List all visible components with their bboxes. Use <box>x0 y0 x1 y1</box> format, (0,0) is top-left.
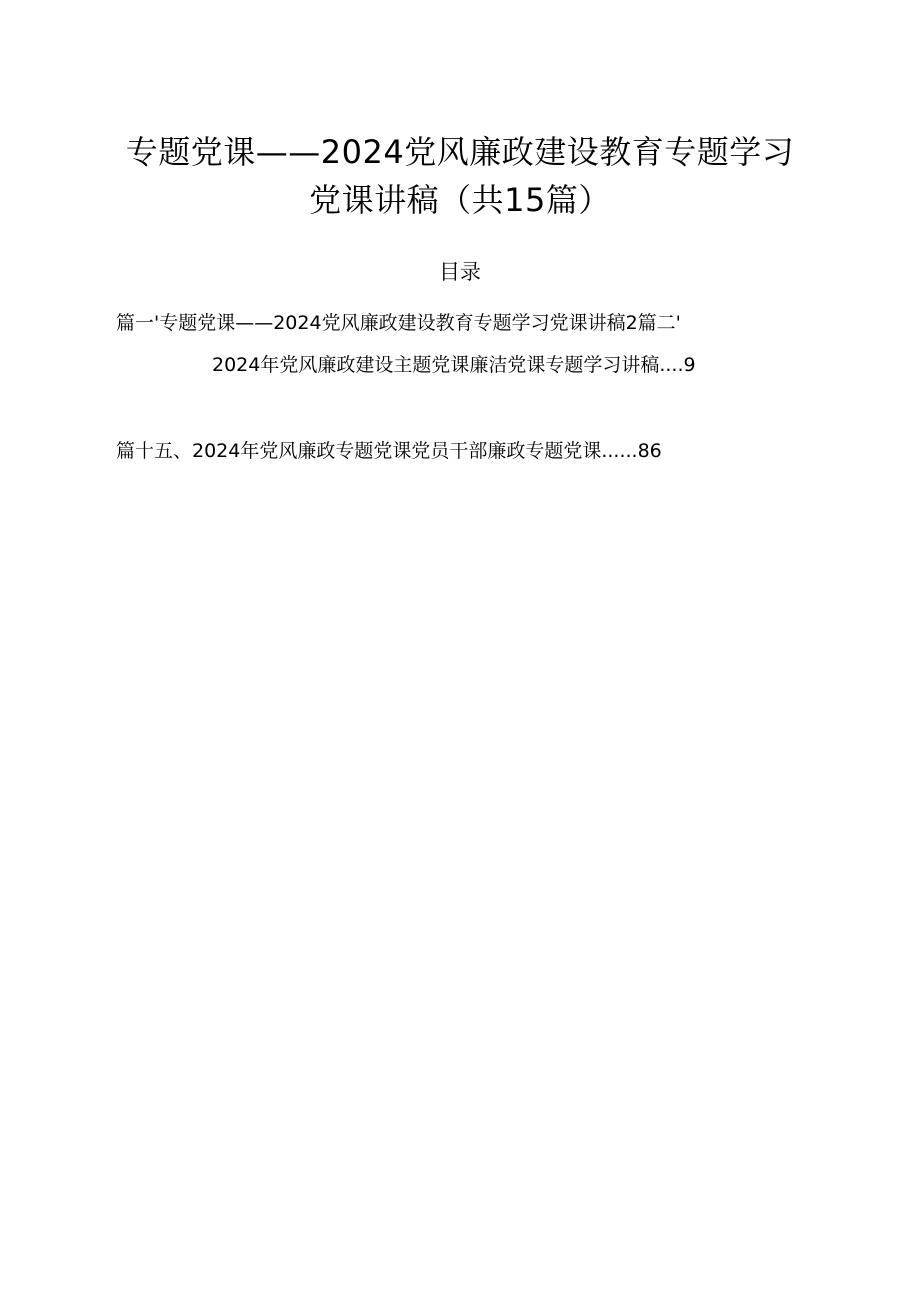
document-title-line-2: 党课讲稿（共15篇） <box>309 181 611 219</box>
toc-entry-15[interactable]: 篇十五、2024年党风廉政专题党课党员干部廉政专题党课......86 <box>116 440 662 462</box>
toc-entry-2[interactable]: 2024年党风廉政建设主题党课廉洁党课专题学习讲稿....9 <box>212 354 696 376</box>
toc-entry-1[interactable]: 篇一'专题党课——2024党风廉政建设教育专题学习党课讲稿2篇二' <box>116 312 681 334</box>
toc-heading: 目录 <box>439 260 481 284</box>
document-title-line-1: 专题党课——2024党风廉政建设教育专题学习 <box>125 133 795 171</box>
